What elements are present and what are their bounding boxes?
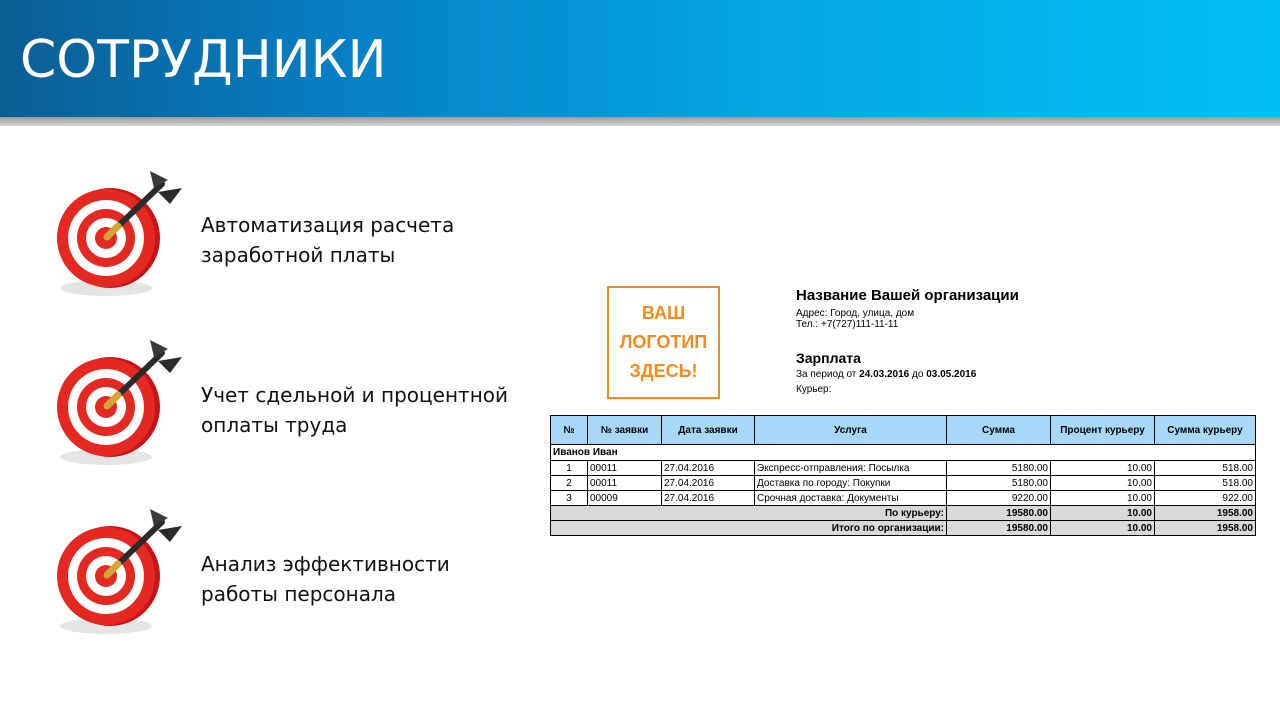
cell-order: 00011 xyxy=(588,461,662,476)
target-icon xyxy=(50,335,190,475)
cell-percent: 10.00 xyxy=(1051,491,1155,506)
table-row xyxy=(551,461,1256,476)
subtotal-percent: 10.00 xyxy=(1051,506,1155,521)
column-header: Процент курьеру xyxy=(1051,416,1155,445)
period-mid: до xyxy=(912,369,924,380)
page-title: СОТРУДНИКИ xyxy=(20,30,387,90)
group-row xyxy=(551,445,1256,461)
column-header: Дата заявки xyxy=(662,416,755,445)
subtotal-row xyxy=(551,506,1256,521)
subtotal-label: По курьеру: xyxy=(551,506,947,521)
feature-text-line: Учет сдельной и процентной xyxy=(201,383,509,407)
target-icon xyxy=(50,504,190,644)
subtotal-courier-sum: 1958.00 xyxy=(1155,506,1256,521)
feature-item xyxy=(50,504,510,644)
cell-number: 1 xyxy=(551,461,588,476)
cell-sum: 9220.00 xyxy=(947,491,1051,506)
salary-table xyxy=(550,415,1256,536)
report-title: Зарплата xyxy=(796,350,861,366)
cell-courier-sum: 922.00 xyxy=(1155,491,1256,506)
total-row xyxy=(551,521,1256,536)
feature-item xyxy=(50,335,510,475)
cell-number: 3 xyxy=(551,491,588,506)
feature-text-line: Анализ эффективности xyxy=(201,552,450,576)
feature-text-line: заработной платы xyxy=(201,243,396,267)
cell-service: Экспресс-отправления: Посылка xyxy=(755,461,947,476)
column-header: № заявки xyxy=(588,416,662,445)
period-date-to: 03.05.2016 xyxy=(926,369,977,380)
report-period xyxy=(796,369,976,380)
courier-label: Курьер: xyxy=(796,384,832,395)
group-name: Иванов Иван xyxy=(551,445,1256,461)
header-divider xyxy=(0,117,1280,126)
cell-service: Доставка по городу: Покупки xyxy=(755,476,947,491)
cell-date: 27.04.2016 xyxy=(662,476,755,491)
logo-placeholder xyxy=(607,286,720,399)
cell-sum: 5180.00 xyxy=(947,461,1051,476)
logo-text: ЛОГОТИП xyxy=(619,332,708,352)
cell-percent: 10.00 xyxy=(1051,476,1155,491)
feature-text-line: оплаты труда xyxy=(201,413,348,437)
total-sum: 19580.00 xyxy=(947,521,1051,536)
column-header: Сумма xyxy=(947,416,1051,445)
cell-percent: 10.00 xyxy=(1051,461,1155,476)
subtotal-sum: 19580.00 xyxy=(947,506,1051,521)
feature-item xyxy=(50,166,510,306)
organization-phone: Тел.: +7(727)111-11-11 xyxy=(796,319,899,330)
header-bar xyxy=(0,0,1280,117)
target-icon xyxy=(50,166,190,306)
cell-date: 27.04.2016 xyxy=(662,461,755,476)
logo-text: ВАШ xyxy=(641,303,686,323)
cell-number: 2 xyxy=(551,476,588,491)
cell-date: 27.04.2016 xyxy=(662,491,755,506)
total-courier-sum: 1958.00 xyxy=(1155,521,1256,536)
cell-order: 00009 xyxy=(588,491,662,506)
total-label: Итого по организации: xyxy=(551,521,947,536)
cell-service: Срочная доставка: Документы xyxy=(755,491,947,506)
table-row xyxy=(551,476,1256,491)
cell-courier-sum: 518.00 xyxy=(1155,461,1256,476)
cell-sum: 5180.00 xyxy=(947,476,1051,491)
organization-name: Название Вашей организации xyxy=(796,287,1019,304)
feature-text-line: Автоматизация расчета xyxy=(201,213,455,237)
organization-address: Адрес: Город, улица, дом xyxy=(796,308,915,319)
table-header-row xyxy=(551,416,1256,445)
cell-courier-sum: 518.00 xyxy=(1155,476,1256,491)
period-date-from: 24.03.2016 xyxy=(859,369,910,380)
period-prefix: За период от xyxy=(796,369,857,380)
logo-text: ЗДЕСЬ! xyxy=(629,361,698,381)
column-header: Сумма курьеру xyxy=(1155,416,1256,445)
feature-text-line: работы персонала xyxy=(201,582,396,606)
column-header: № xyxy=(551,416,588,445)
column-header: Услуга xyxy=(755,416,947,445)
cell-order: 00011 xyxy=(588,476,662,491)
total-percent: 10.00 xyxy=(1051,521,1155,536)
table-row xyxy=(551,491,1256,506)
